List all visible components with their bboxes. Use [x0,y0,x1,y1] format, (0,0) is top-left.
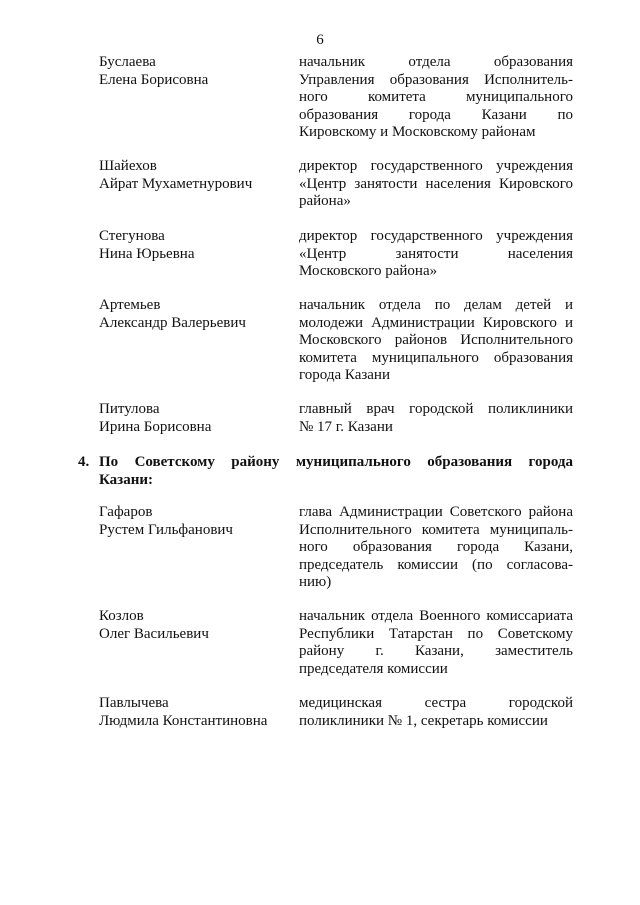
role-line: нию) [299,574,332,591]
member-role [299,158,573,211]
member-role [299,401,573,436]
role-line: Управления образования Исполнитель- [299,71,573,88]
section-number: 4. [78,454,90,470]
role-line: района» [299,193,351,210]
role-line: начальник отдела по делам детей и [299,297,573,313]
member-given-names: Елена Борисовна [99,71,209,88]
role-line: начальник отдела Военного комиссариата [299,608,573,624]
role-line: «Центр занятости населения Кировского [299,175,573,192]
section-heading-line: Казани: [99,471,153,488]
role-line: комитета муниципального образования [299,349,573,366]
member-role [299,54,573,142]
role-line: председателя комиссии [299,660,448,677]
role-line: главный врач городской поликлиники [299,401,573,417]
role-line: города Казани [299,367,390,384]
role-line: образования города Казани по [299,106,573,123]
member-name [99,158,279,193]
member-name [99,695,279,730]
page-number: 6 [316,32,324,48]
member-given-names: Рустем Гильфанович [99,521,233,538]
member-given-names: Олег Васильевич [99,625,209,642]
role-line: Московского районов Исполнительного [299,332,573,349]
role-line: Кировскому и Московскому районам [299,124,536,141]
member-given-names: Александр Валерьевич [99,314,246,331]
member-name [99,608,279,643]
role-line: начальник отдела образования [299,54,573,70]
section-heading-line: По Советскому району муниципального образования города [99,454,573,470]
member-name [99,297,279,332]
member-surname: Стегунова [99,228,165,244]
member-role [299,695,573,730]
role-line: Исполнительного комитета муниципаль- [299,521,573,538]
member-surname: Павлычева [99,695,169,711]
member-surname: Козлов [99,608,144,624]
role-line: району г. Казани, заместитель [299,643,573,660]
member-given-names: Людмила Константиновна [99,712,268,729]
role-line: медицинская сестра городской [299,695,573,711]
member-surname: Шайехов [99,158,157,174]
member-name [99,504,279,539]
role-line: Республики Татарстан по Советскому [299,625,573,642]
role-line: глава Администрации Советского района [299,504,573,520]
member-name [99,228,279,263]
member-role [299,228,573,281]
member-surname: Питулова [99,401,160,417]
member-surname: Артемьев [99,297,161,313]
role-line: «Центр занятости населения [299,245,573,262]
role-line: № 17 г. Казани [299,418,393,435]
member-role [299,297,573,385]
member-name [99,401,279,436]
member-given-names: Нина Юрьевна [99,245,195,262]
member-role [299,608,573,678]
role-line: директор государственного учреждения [299,158,573,174]
member-given-names: Ирина Борисовна [99,418,212,435]
role-line: председатель комиссии (по согласова- [299,556,573,573]
role-line: молодежи Администрации Кировского и [299,314,573,331]
member-given-names: Айрат Мухаметнурович [99,175,253,192]
role-line: директор государственного учреждения [299,228,573,244]
role-line: ного образования города Казани, [299,539,573,556]
member-role [299,504,573,592]
role-line: Московского района» [299,263,438,280]
member-surname: Буслаева [99,54,156,70]
member-name [99,54,279,89]
role-line: ного комитета муниципального [299,89,573,106]
member-surname: Гафаров [99,504,153,520]
role-line: поликлиники № 1, секретарь комиссии [299,712,548,729]
